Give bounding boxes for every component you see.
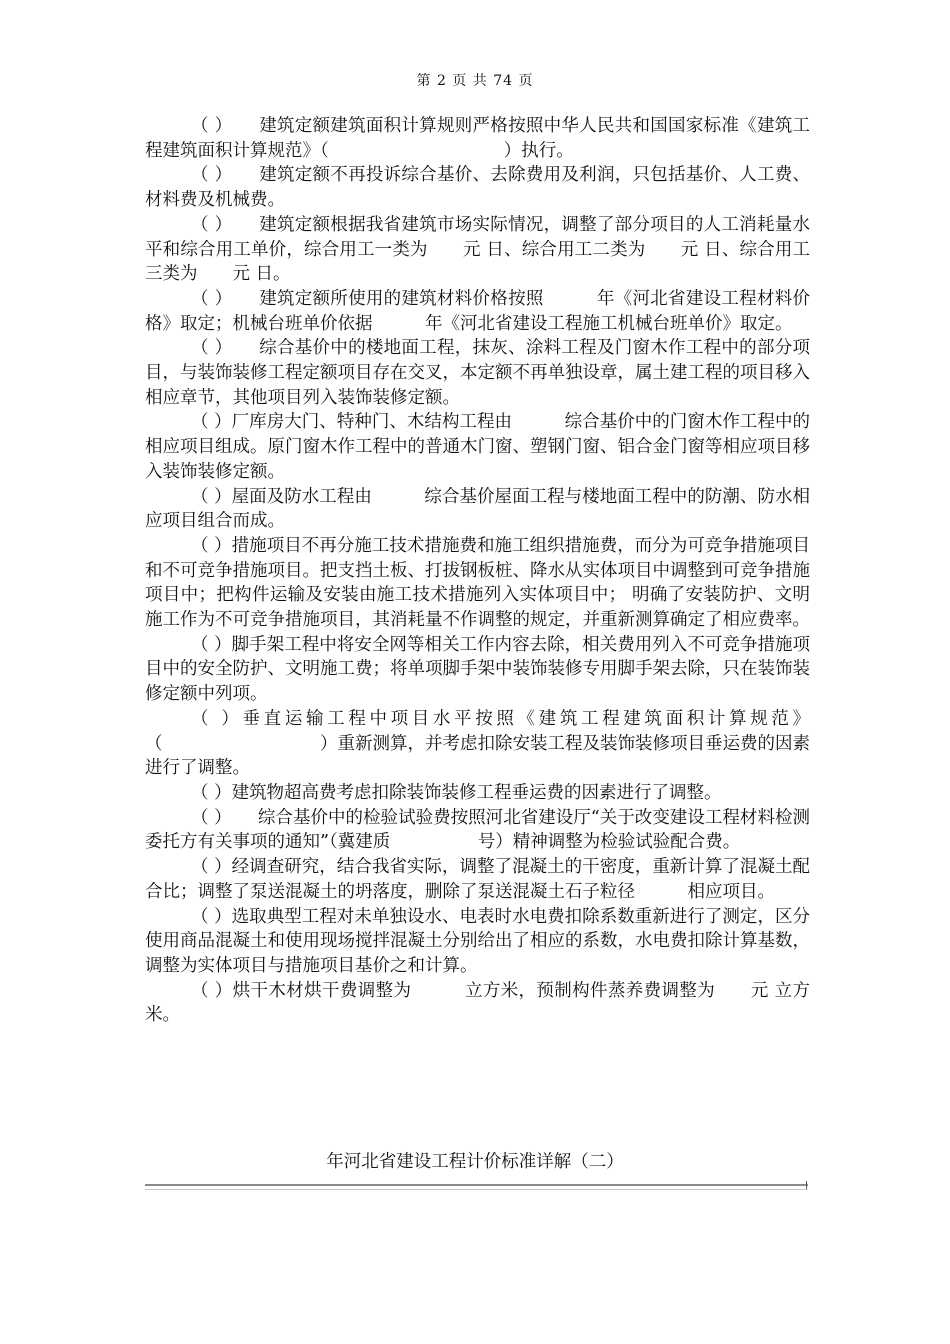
paragraph: （ ）脚手架工程中将安全网等相关工作内容去除，相关费用列入不可竞争措施项目中的安全防护、文明施工费；将单项脚手架中装饰装修专用脚手架去除，只在装饰装修定额中列项。: [145, 634, 810, 705]
divider-end-mark: [806, 1181, 807, 1189]
horizontal-divider: [145, 1184, 808, 1190]
paragraph: （ ）厂库房大门、特种门、木结构工程由 综合基价中的门窗木作工程中的相应项目组成。原门窗木作工程中的普通木门窗、塑钢门窗、铝合金门窗等相应项目移入装饰装修定额。: [145, 412, 810, 482]
paragraph: （ ）选取典型工程对未单独设水、电表时水电费扣除系数重新进行了测定，区分使用商品混凝土和使用现场搅拌混凝土分别给出了相应的系数，水电费扣除计算基数，调整为实体项目与措施项目基价之和计算。: [145, 906, 810, 976]
section-title: 年河北省建设工程计价标准详解（二）: [326, 1152, 624, 1172]
paragraph: （ ）屋面及防水工程由 综合基价屋面工程与楼地面工程中的防潮、防水相应项目组合而成。: [145, 486, 810, 532]
paragraph: （ ） 建筑定额建筑面积计算规则严格按照中华人民共和国国家标准《建筑工程建筑面积计算规范》（ ）执行。: [145, 116, 810, 161]
paragraph: （ ） 综合基价中的楼地面工程，抹灰、涂料工程及门窗木作工程中的部分项目，与装饰装修工程定额项目存在交叉，本定额不再单独设章，属土建工程的项目移入相应章节，其他项目列入装饰装修定额。: [145, 338, 810, 408]
paragraph: （ ）垂直运输工程中项目水平按照《建筑工程建筑面积计算规范》（ ）重新测算，并考虑扣除安装工程及装饰装修项目垂运费的因素进行了调整。: [145, 708, 810, 779]
paragraph: （ ） 建筑定额不再投诉综合基价、去除费用及利润，只包括基价、人工费、材料费及机械费。: [145, 165, 810, 211]
page-indicator: 第 2 页 共 74 页: [416, 73, 534, 89]
paragraph: （ ） 建筑定额根据我省建筑市场实际情况，调整了部分项目的人工消耗量水平和综合用工单价，综合用工一类为 元 日、综合用工二类为 元 日、综合用工三类为 元 日。: [145, 214, 810, 285]
paragraph: （ ）烘干木材烘干费调整为 立方米，预制构件蒸养费调整为 元 立方米。: [145, 980, 810, 1026]
paragraph: （ ）措施项目不再分施工技术措施费和施工组织措施费，而分为可竞争措施项目和不可竞争措施项目。把支挡土板、打拔钢板桩、降水从实体项目中调整到可竞争措施项目中；把构件运输及安装由施工技术措施列入实体项目中； 明确了安装防护、文明施工作为不可竞争措施项目，其消耗量不作调整的规定，并重新测算确定了相应费率。: [145, 535, 810, 631]
paragraph: （ ）经调查研究，结合我省实际，调整了混凝土的干密度，重新计算了混凝土配合比；调整了泵送混凝土的坍落度，删除了泵送混凝土石子粒径 相应项目。: [145, 857, 810, 902]
paragraph: （ ） 综合基价中的检验试验费按照河北省建设厅“关于改变建设工程材料检测委托方有关事项的通知”（冀建质 号）精神调整为检验试验配合费。: [145, 807, 810, 853]
paragraph: （ ）建筑物超高费考虑扣除装饰装修工程垂运费的因素进行了调整。: [191, 782, 722, 803]
document-body: [145, 114, 810, 1028]
paragraph: （ ） 建筑定额所使用的建筑材料价格按照 年《河北省建设工程材料价格》取定；机械台班单价依据 年《河北省建设工程施工机械台班单价》取定。: [145, 288, 810, 334]
